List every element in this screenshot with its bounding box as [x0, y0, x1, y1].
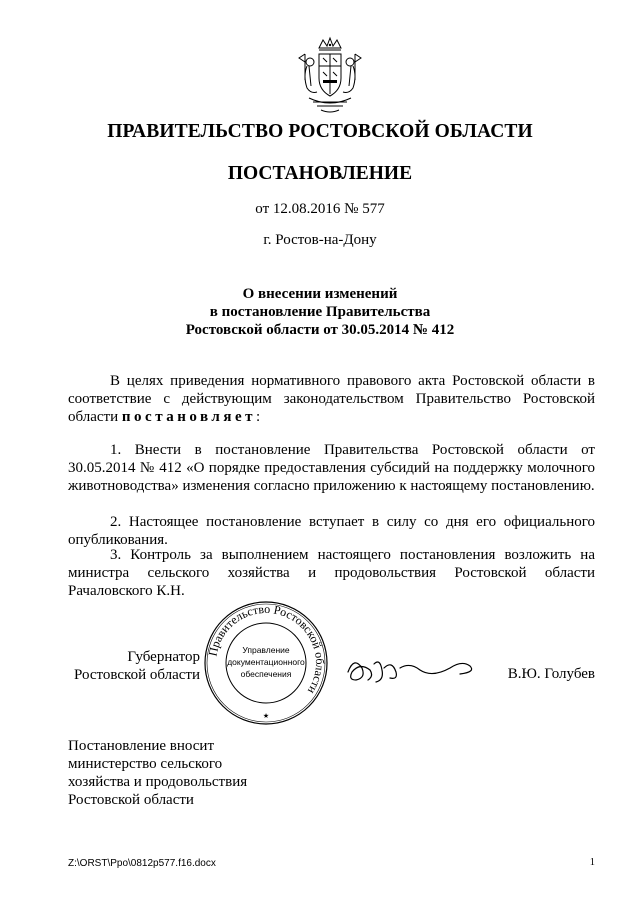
signatory-title-line: Губернатор: [127, 649, 200, 665]
signatory-title-line: Ростовской области: [74, 667, 200, 683]
document-city: г. Ростов-на-Дону: [263, 232, 377, 248]
footer-file-path: Z:\ORST\Ppo\0812p577.f16.docx: [68, 858, 216, 869]
page-number: 1: [589, 857, 595, 868]
decree-word: постановляет: [121, 409, 256, 425]
subject-line: Ростовской области от 30.05.2014 № 412: [185, 322, 455, 338]
subject-line: в постановление Правительства: [209, 304, 431, 320]
organization-title: ПРАВИТЕЛЬСТВО РОСТОВСКОЙ ОБЛАСТИ: [107, 121, 533, 142]
signature-icon: [340, 650, 480, 690]
signatory-title: [68, 648, 200, 684]
stamp-text-line: документационного: [227, 657, 305, 667]
stamp-ring-text: Правительство Ростовской области: [205, 601, 328, 697]
document-date-number: от 12.08.2016 № 577: [255, 201, 385, 217]
decree-colon: :: [256, 409, 261, 425]
preamble-paragraph: [68, 372, 595, 426]
stamp-text-line: Управление: [242, 645, 290, 655]
decree-item-text: 2. Настоящее постановление вступает в силу со дня его официального опубликования.: [68, 514, 595, 548]
initiator-line: Ростовской области: [68, 792, 194, 808]
preamble-text: В целях приведения нормативного правового акта Ростовской области в соответствие с действующим законодательством Правительство Ростовской области: [68, 373, 595, 425]
decree-item-text: 3. Контроль за выполнением настоящего постановления возложить на министра сельского хозяйства и продовольствия Ростовской области Рачаловского К.Н.: [68, 547, 595, 599]
document-type: ПОСТАНОВЛЕНИЕ: [227, 163, 413, 184]
svg-text:★: ★: [262, 712, 270, 720]
decree-item-text: 1. Внести в постановление Правительства Ростовской области от 30.05.2014 № 412 «О порядке предоставления субсидий на поддержку молочного животноводства» изменения согласно приложению к настоящему постановлению.: [68, 442, 595, 494]
signatory-name: В.Ю. Голубев: [507, 666, 595, 682]
coat-of-arms-icon: [297, 36, 363, 116]
decree-item-3: [68, 546, 595, 600]
document-subject: [0, 285, 640, 339]
decree-item-2: [68, 513, 595, 549]
initiator-line: хозяйства и продовольствия: [68, 774, 248, 790]
document-initiator: [68, 737, 318, 809]
initiator-line: Постановление вносит: [68, 738, 215, 754]
stamp-text-line: обеспечения: [240, 669, 292, 679]
initiator-line: министерство сельского: [68, 756, 223, 772]
decree-item-1: [68, 441, 595, 495]
official-stamp-icon: [203, 600, 329, 726]
subject-line: О внесении изменений: [242, 286, 398, 302]
